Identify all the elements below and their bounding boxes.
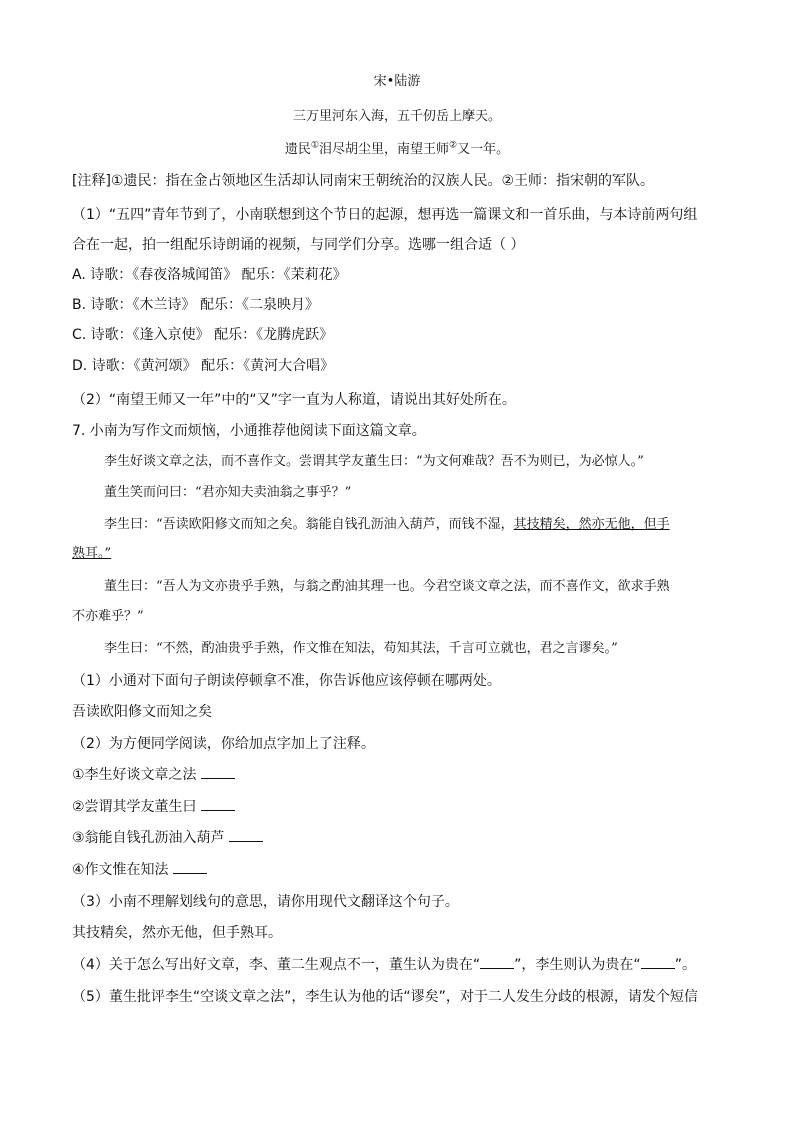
answer-blank-dong[interactable]: [480, 955, 514, 969]
poem-line-1: 三万里河东入海，五千仞岳上摩天。: [292, 109, 501, 124]
q7-sub3: （3）小南不理解划线句的意思，请你用现代文翻译这个句子。: [72, 894, 459, 910]
annotation-item-4-text: ④作文惟在知法: [72, 862, 169, 878]
q7-sub1-sentence: 吾读欧阳修文而知之矣: [72, 704, 212, 720]
answer-blank-1[interactable]: [201, 765, 235, 779]
passage-para-3-line1: [104, 515, 670, 535]
annotation-item-1-text: ①李生好谈文章之法: [72, 767, 197, 783]
annotation-item-2: [72, 797, 235, 817]
option-c: C. 诗歌：《逢入京使》 配乐：《龙腾虎跃》: [72, 327, 334, 343]
q7-intro: 7. 小南为写作文而烦恼，小通推荐他阅读下面这篇文章。: [72, 423, 426, 439]
answer-blank-li[interactable]: [641, 955, 675, 969]
underlined-sentence-part-2: 熟耳。”: [72, 546, 112, 561]
poem-author: 宋•陆游: [373, 74, 421, 89]
q7-sub2: （2）为方便同学阅读，你给加点字加上了注释。: [72, 736, 375, 752]
poem-line-2-part-c: 又一年。: [457, 142, 510, 157]
passage-para-4-line2: 不亦难乎？”: [72, 609, 144, 624]
answer-blank-4[interactable]: [173, 860, 207, 874]
answer-blank-3[interactable]: [229, 828, 263, 842]
q7-sub5: （5）董生批评李生“空谈文章之法”，李生认为他的话“谬矣”，对于二人发生分歧的根源，请发个短信: [72, 989, 698, 1005]
passage-para-4-line1: 董生曰：“吾人为文亦贵乎手熟，与翁之酌油其理一也。今君空谈文章之法，而不喜作文，欲求手熟: [104, 579, 670, 594]
underlined-sentence-part-1: 其技精矣，然亦无他，但手: [513, 517, 670, 532]
q6-part1-line2: 合在一起，拍一组配乐诗朗诵的视频，与同学们分享。选哪一组合适（ ）: [72, 237, 525, 253]
option-b: B. 诗歌：《木兰诗》 配乐：《二泉映月》: [72, 297, 319, 313]
q7-sub4: [72, 955, 696, 975]
q6-part1-line1: （1）“五四”青年节到了，小南联想到这个节日的起源，想再选一篇课文和一首乐曲，与本诗前两句组: [72, 207, 698, 223]
passage-para-2: 董生笑而问曰：“君亦知夫卖油翁之事乎？”: [104, 485, 352, 500]
passage-para-3-text: 李生曰：“吾读欧阳修文而知之矣。翁能自钱孔沥油入葫芦，而钱不湿，: [104, 517, 514, 532]
annotation-item-3-text: ③翁能自钱孔沥油入葫芦: [72, 830, 225, 846]
poem-line-2-part-a: 遗民: [284, 142, 311, 157]
q7-sub4-part-b: ”，李生则认为贵在“: [514, 957, 641, 973]
poem-line-2-part-b: 泪尽胡尘里，南望王师: [318, 142, 449, 157]
annotation-item-2-text: ②尝谓其学友董生曰: [72, 799, 197, 815]
option-d: D. 诗歌：《黄河颂》 配乐：《黄河大合唱》: [72, 358, 335, 374]
q7-sub1: （1）小通对下面句子朗读停顿拿不准，你告诉他应该停顿在哪两处。: [72, 673, 501, 689]
q7-sub3-sentence: 其技精矣，然亦无他，但手熟耳。: [72, 925, 282, 941]
poem-line-2: [0, 140, 794, 160]
passage-para-5: 李生曰：“不然，酌油贵乎手熟，作文惟在知法，苟知其法，千言可立就也，君之言谬矣。”: [104, 641, 618, 656]
option-a: A. 诗歌：《春夜洛城闻笛》 配乐：《茉莉花》: [72, 267, 347, 283]
passage-para-3-line2: [72, 544, 111, 564]
q7-sub4-part-c: ”。: [674, 957, 696, 973]
annotation-item-4: [72, 860, 207, 880]
q7-sub4-part-a: （4）关于怎么写出好文章，李、董二生观点不一，董生认为贵在“: [72, 957, 481, 973]
annotation-item-3: [72, 828, 263, 848]
footnote-marker-1: ①: [310, 140, 319, 151]
passage-para-1: 李生好谈文章之法，而不喜作文。尝谓其学友董生曰：“为文何难哉？吾不为则已，为必惊人。”: [104, 454, 644, 469]
footnote-marker-2: ②: [449, 140, 458, 151]
poem-annotation: [注释]①遗民：指在金占领地区生活却认同南宋王朝统治的汉族人民。②王师：指宋朝的军队。: [72, 173, 655, 189]
q6-part2: （2）“南望王师又一年”中的“又”字一直为人称道，请说出其好处所在。: [72, 392, 516, 408]
answer-blank-2[interactable]: [201, 797, 235, 811]
annotation-item-1: [72, 765, 235, 785]
